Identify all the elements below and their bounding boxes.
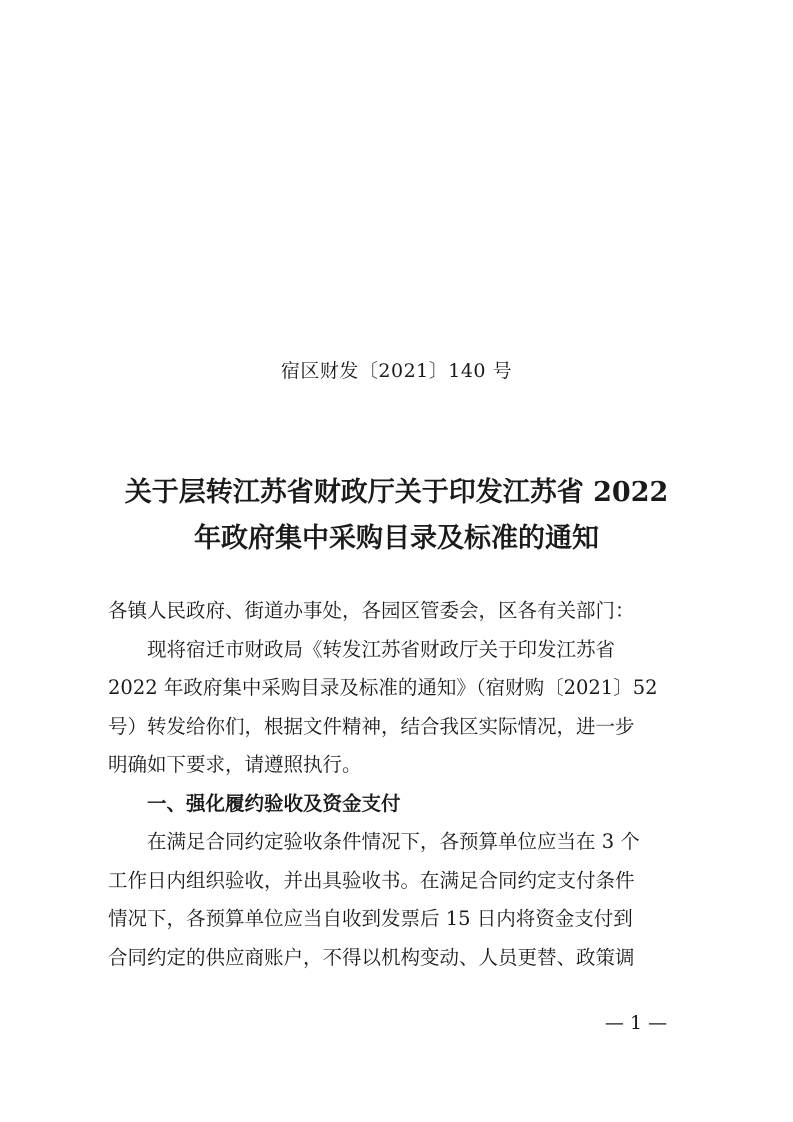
paragraph-line: 号）转发给你们，根据文件精神，结合我区实际情况，进一步 (108, 714, 635, 738)
paragraph-line: 2022 年政府集中采购目录及标准的通知》（宿财购〔2021〕52 (108, 676, 658, 699)
paragraph-line: 在满足合同约定验收条件情况下，各预算单位应当在 3 个 (147, 830, 640, 853)
paragraph-line: 现将宿迁市财政局《转发江苏省财政厅关于印发江苏省 (147, 637, 616, 661)
salutation: 各镇人民政府、街道办事处，各园区管委会，区各有关部门： (108, 599, 635, 622)
paragraph-line: 合同约定的供应商账户，不得以机构变动、人员更替、政策调 (108, 945, 635, 969)
paragraph-line: 明确如下要求，请遵照执行。 (108, 753, 362, 776)
title-line: 年政府集中采购目录及标准的通知 (194, 523, 599, 554)
title-line: 关于层转江苏省财政厅关于印发江苏省 2022 (124, 477, 669, 508)
section-heading: 一、强化履约验收及资金支付 (147, 791, 401, 815)
page-number: — 1 — (604, 1012, 668, 1034)
paragraph-line: 工作日内组织验收，并出具验收书。在满足合同约定支付条件 (108, 868, 635, 892)
document-title (96, 470, 697, 562)
paragraph-line: 情况下，各预算单位应当自收到发票后 15 日内将资金支付到 (108, 907, 633, 930)
document-number: 宿区财发〔2021〕140 号 (280, 360, 513, 382)
document-body (108, 592, 686, 977)
